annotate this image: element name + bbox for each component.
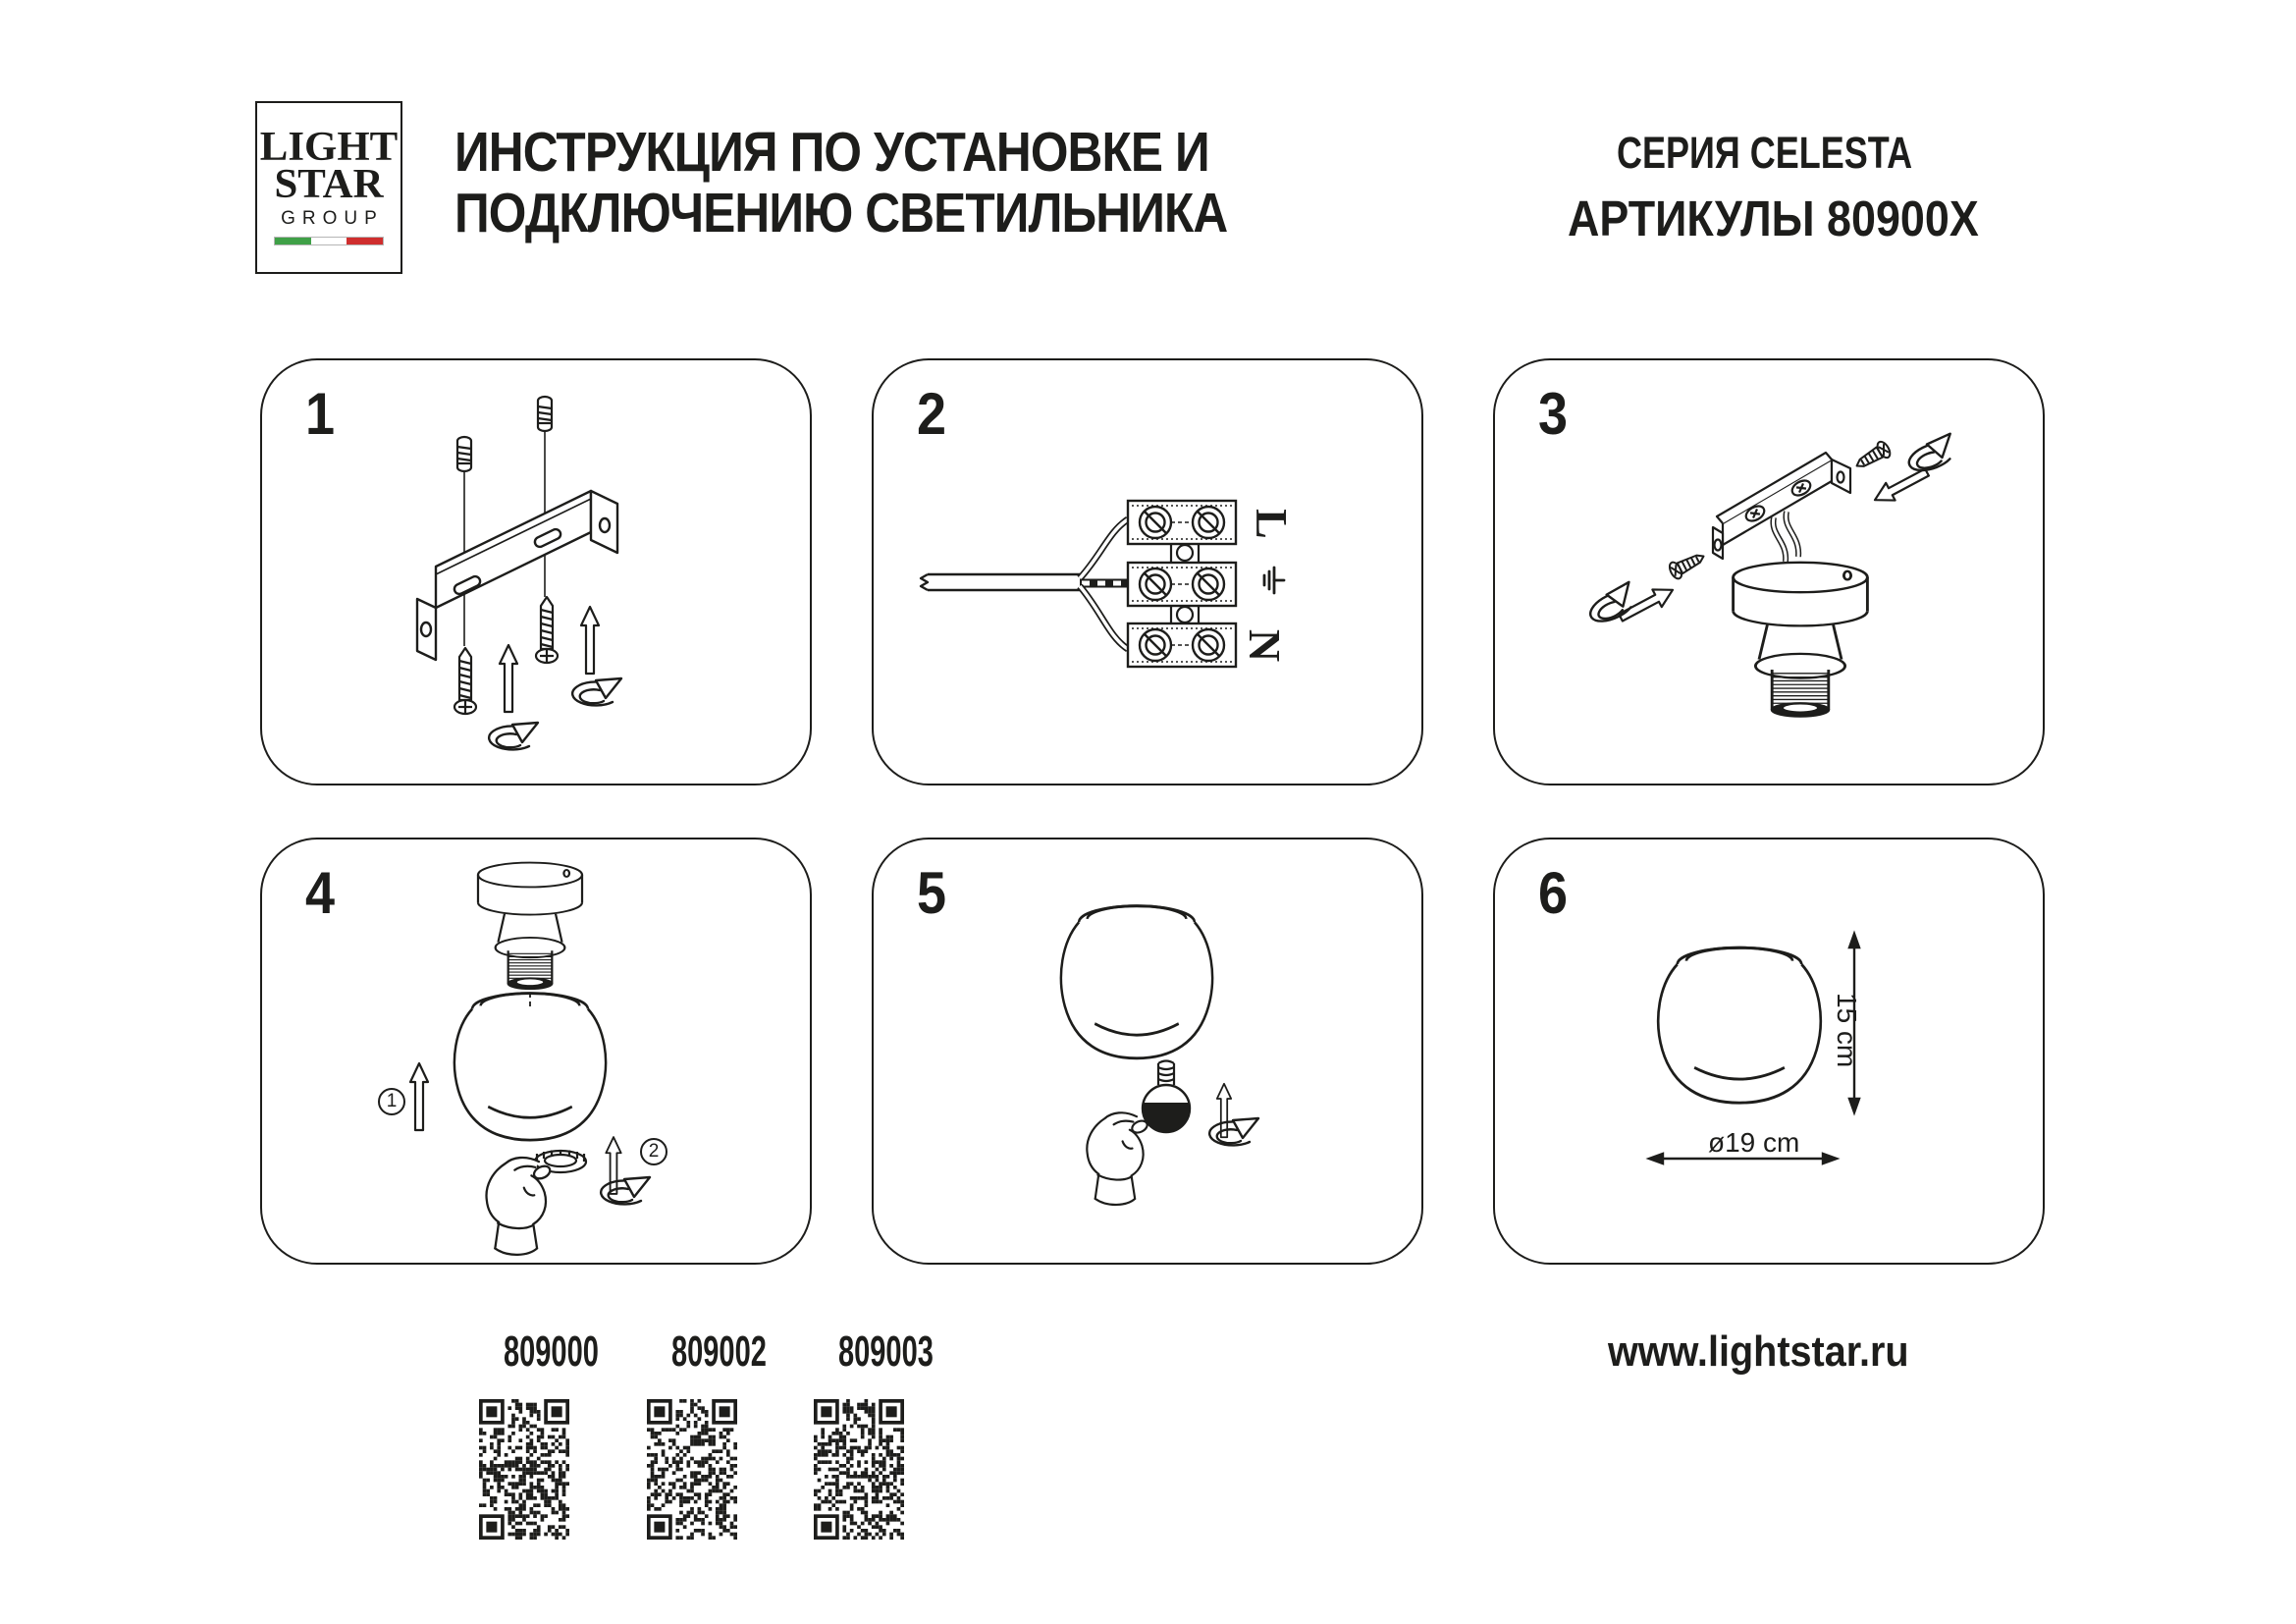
panel-number: 1 [305, 381, 336, 447]
wires [1773, 512, 1798, 562]
lightstar-logo [255, 101, 402, 274]
up-arrow-icon [410, 1063, 428, 1130]
rotate-arrow-icon [572, 678, 621, 705]
series-title: СЕРИЯ CELESTA [1617, 128, 1913, 178]
flag-green-segment [275, 238, 311, 244]
page-title-line1: ИНСТРУКЦИЯ ПО УСТАНОВКЕ И [454, 121, 1209, 184]
panel-number: 5 [917, 860, 947, 926]
terminal-block [1128, 501, 1236, 667]
panel-number: 3 [1538, 381, 1569, 447]
panel-6 [1493, 838, 2045, 1265]
qr-code [647, 1399, 737, 1540]
dowel-icon [538, 397, 552, 431]
article-column [647, 1327, 767, 1543]
step-1-badge: 1 [378, 1088, 405, 1115]
panel-3 [1493, 358, 2045, 785]
up-arrow-icon [581, 607, 599, 674]
screw-icon [1667, 548, 1707, 580]
panel-number: 2 [917, 381, 947, 447]
panel-1 [260, 358, 812, 785]
screw-icon [454, 648, 476, 714]
rotate-arrow-icon [1904, 434, 1959, 476]
ceiling-canopy [1734, 563, 1868, 717]
website-link: www.lightstar.ru [1608, 1327, 1909, 1376]
screw-icon [536, 597, 558, 663]
rotate-arrow-icon [601, 1177, 650, 1204]
articles-title: АРТИКУЛЫ 80900X [1568, 190, 1979, 246]
dimensions-diagram [1495, 839, 2047, 1267]
qr-code [479, 1399, 569, 1540]
flag-white-segment [311, 238, 347, 244]
rotate-arrow-icon [489, 723, 538, 749]
panel-4 [260, 838, 812, 1265]
diameter-label: ø19 cm [1708, 1127, 1800, 1158]
article-column [479, 1327, 599, 1543]
bracket-mounting-diagram [262, 360, 814, 787]
glass-shade [1658, 947, 1821, 1103]
panel-number: 6 [1538, 860, 1569, 926]
rotate-arrow-icon [1209, 1118, 1258, 1145]
page-title [454, 122, 1227, 244]
wiring-diagram [874, 360, 1425, 787]
bulb-install-diagram [874, 839, 1425, 1267]
logo-word-group: GROUP [281, 208, 384, 229]
logo-word-light: LIGHT [259, 125, 399, 170]
ground-icon [1264, 568, 1284, 593]
light-bulb [1143, 1061, 1190, 1133]
panel-2 [872, 358, 1423, 785]
page-title-line2: ПОДКЛЮЧЕНИЮ СВЕТИЛЬНИКА [454, 182, 1228, 244]
glass-shade [454, 994, 606, 1140]
article-code: 809003 [837, 1327, 934, 1376]
live-label: L [1246, 509, 1297, 539]
neutral-label: N [1240, 628, 1291, 663]
bracket-to-base-diagram [1495, 360, 2047, 787]
ceiling-canopy [478, 863, 582, 990]
italian-flag-icon [274, 237, 384, 245]
panel-5 [872, 838, 1423, 1265]
article-code: 809000 [503, 1327, 599, 1376]
flag-red-segment [347, 238, 383, 244]
hand-icon [487, 1158, 553, 1255]
height-label: 15 cm [1832, 993, 1862, 1068]
glass-shade [1061, 906, 1212, 1058]
article-column [814, 1327, 934, 1543]
qr-code [814, 1399, 904, 1540]
up-arrow-icon [500, 645, 517, 712]
power-cable [921, 519, 1129, 649]
up-arrow-icon [606, 1137, 620, 1194]
screw-icon [1852, 440, 1893, 473]
shade-mounting-diagram [262, 839, 814, 1267]
panel-number: 4 [305, 860, 336, 926]
rotate-arrow-icon [1584, 582, 1640, 627]
dowel-icon [457, 437, 471, 471]
logo-word-star: STAR [274, 162, 384, 207]
step-2-badge: 2 [640, 1138, 667, 1165]
article-code: 809002 [670, 1327, 767, 1376]
hand-icon [1087, 1112, 1148, 1205]
